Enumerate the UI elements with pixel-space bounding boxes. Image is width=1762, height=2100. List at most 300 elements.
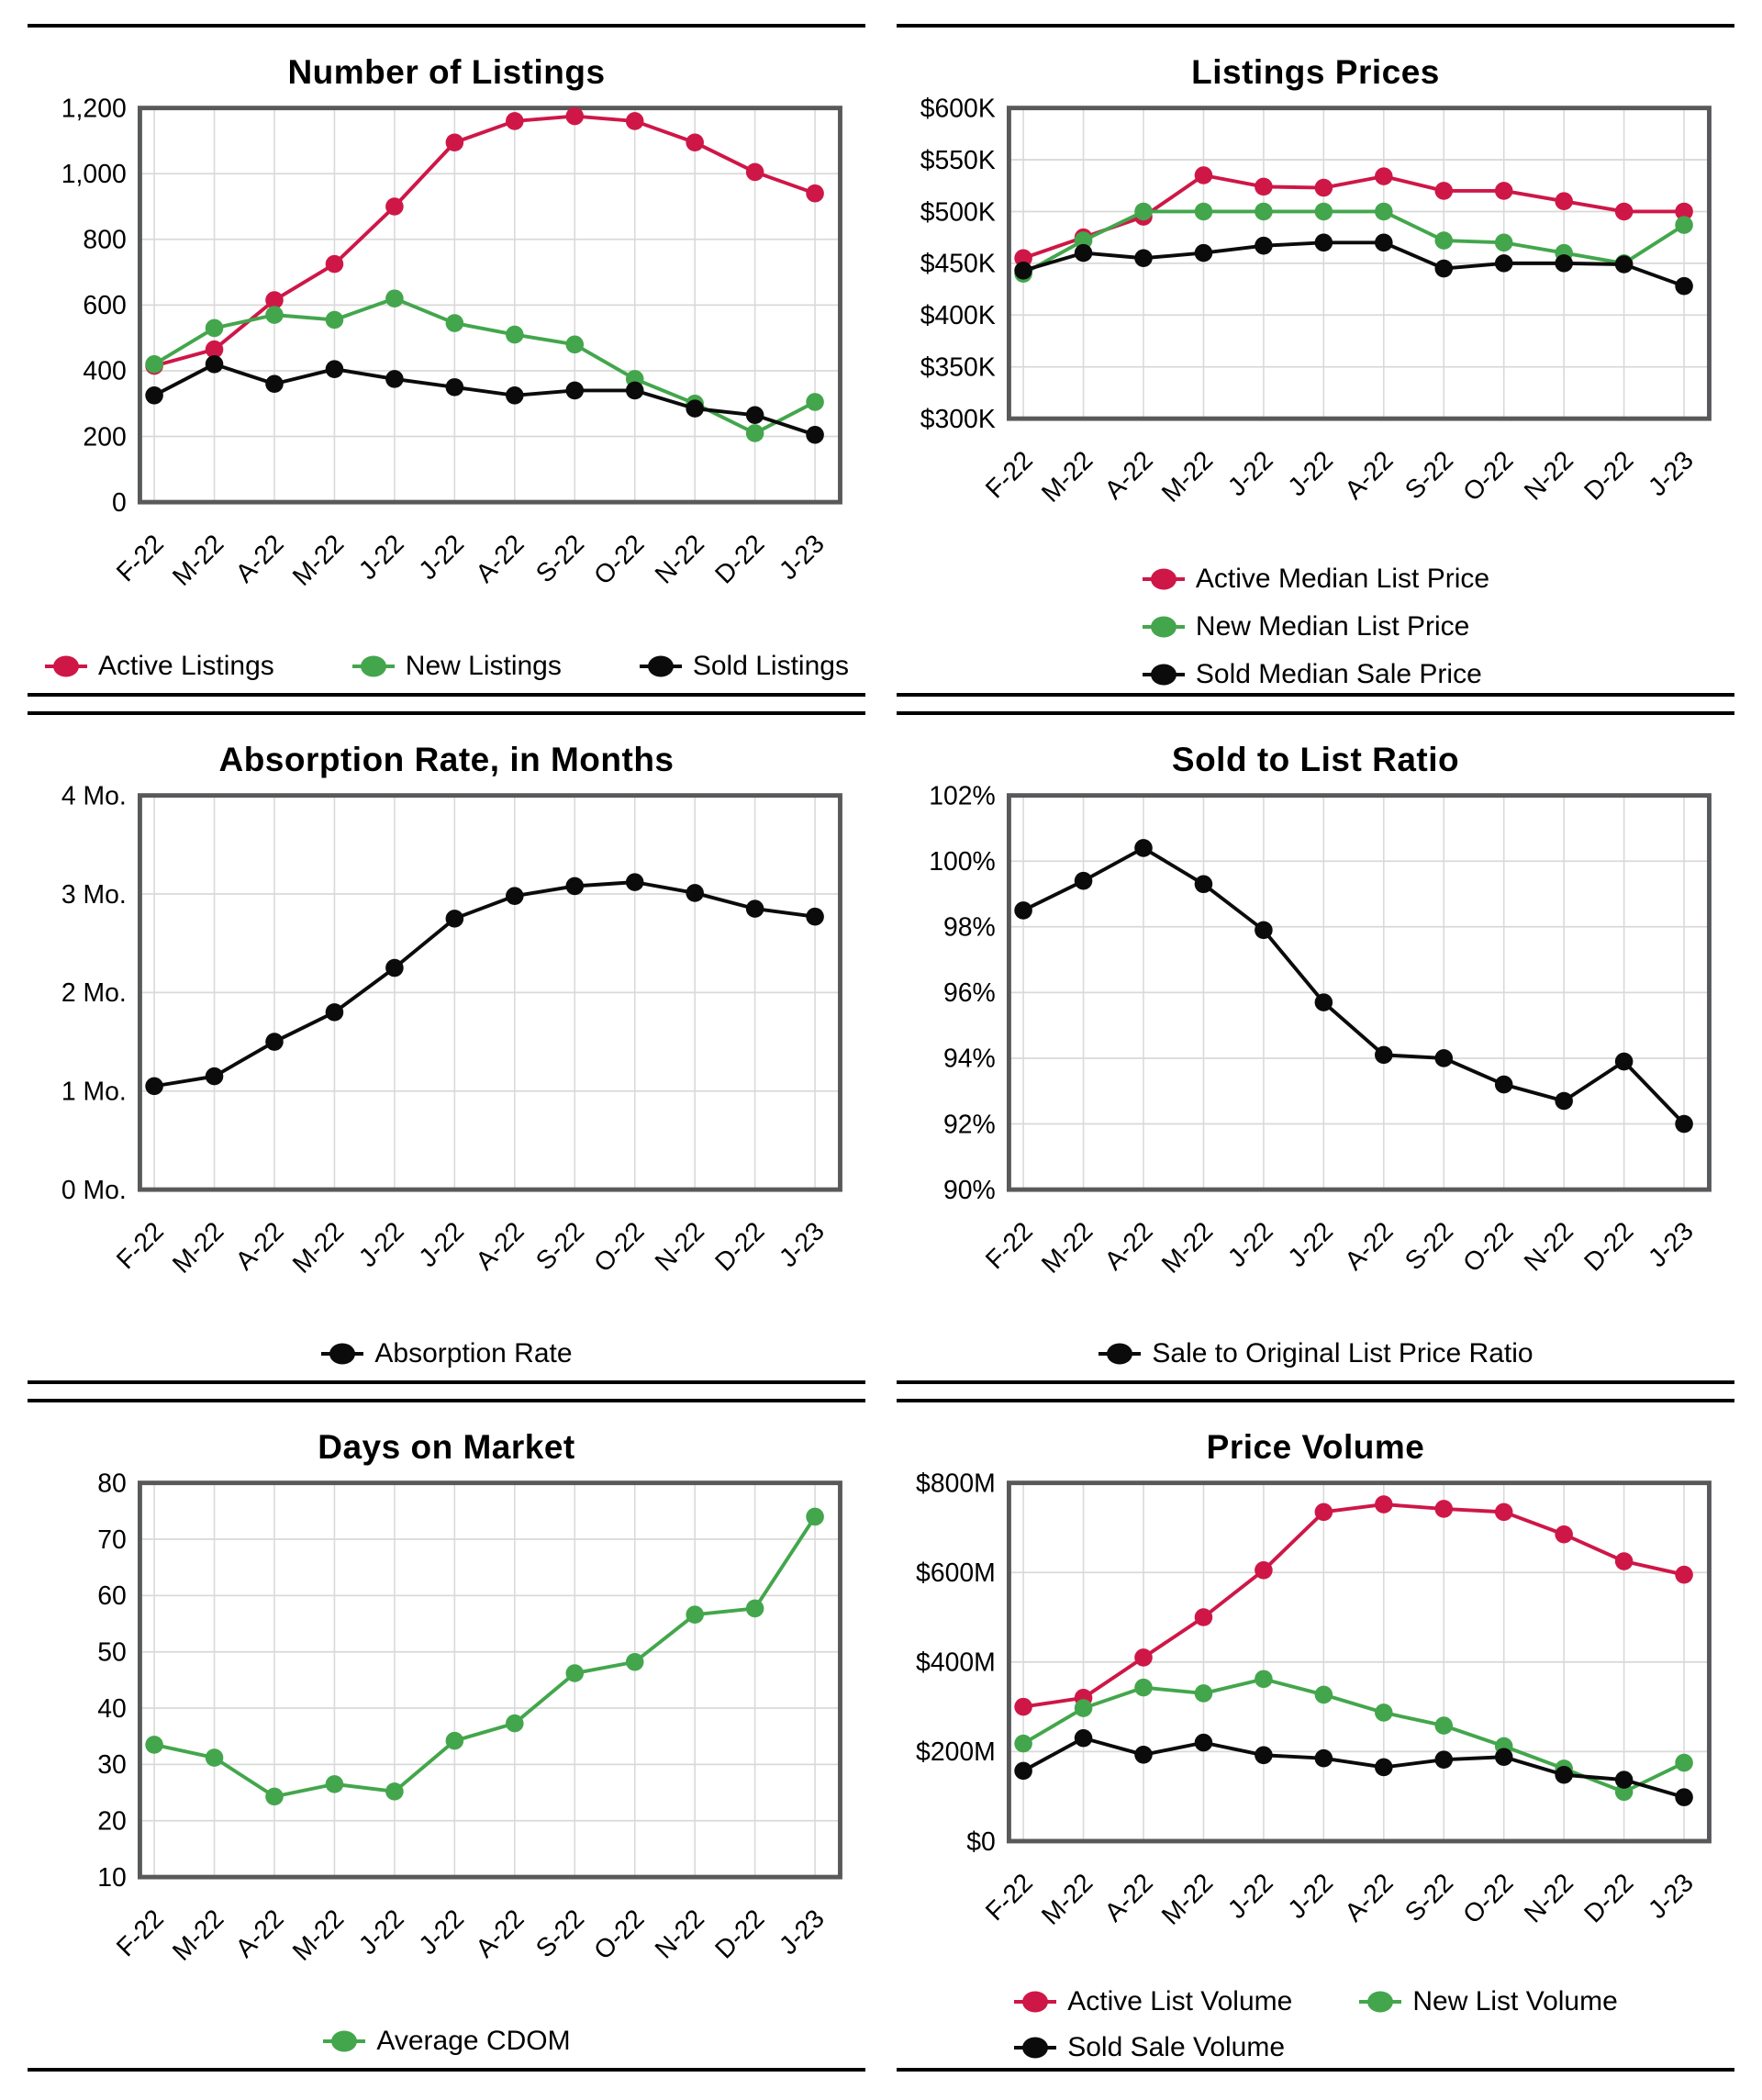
svg-text:600: 600 [82, 291, 127, 321]
data-point [806, 184, 824, 203]
data-point [1675, 1754, 1693, 1772]
svg-text:J-23: J-23 [1642, 1868, 1700, 1925]
data-point [1074, 244, 1092, 262]
x-axis-labels [979, 1868, 1699, 1930]
y-axis-labels [61, 94, 126, 517]
svg-text:F-22: F-22 [110, 529, 170, 588]
data-point [1375, 1046, 1393, 1065]
legend-days-on-market [28, 2026, 865, 2057]
svg-text:100%: 100% [928, 847, 996, 877]
legend-label: Absorption Rate [374, 1337, 573, 1368]
data-point [1675, 277, 1693, 296]
svg-text:$600M: $600M [915, 1558, 996, 1589]
data-point [265, 306, 284, 324]
svg-text:3 Mo.: 3 Mo. [61, 879, 127, 910]
svg-text:M-22: M-22 [286, 1904, 350, 1967]
legend-marker-icon [639, 653, 683, 679]
legend-item-new-listings [351, 651, 562, 682]
data-point [1194, 875, 1212, 893]
chart-panel-price-volume [897, 1399, 1734, 2072]
data-point [1014, 901, 1032, 920]
series-sold-median-sale-price [1014, 234, 1693, 296]
svg-text:1,000: 1,000 [61, 160, 127, 190]
data-point [806, 393, 824, 411]
data-point [1314, 179, 1333, 197]
svg-text:M-22: M-22 [166, 529, 229, 592]
svg-text:J-22: J-22 [352, 1904, 410, 1961]
data-point [325, 1775, 343, 1793]
data-point [1375, 167, 1393, 185]
data-point [1134, 249, 1153, 267]
data-point [1555, 1525, 1573, 1544]
legend-item-new-median-list-price [1142, 611, 1489, 642]
data-point [445, 314, 463, 332]
series-new-listings [145, 289, 824, 441]
data-point [1494, 234, 1512, 252]
y-axis-labels [929, 781, 996, 1204]
svg-text:1 Mo.: 1 Mo. [61, 1077, 127, 1107]
legend-price-volume [897, 1986, 1734, 2063]
series-new-list-volume [1014, 1670, 1693, 1802]
data-point [1375, 234, 1393, 252]
chart-panel-number-of-listings [28, 24, 865, 697]
chart-title-days-on-market: Days on Market [318, 1428, 575, 1466]
svg-text:D-22: D-22 [708, 529, 770, 590]
data-point [385, 370, 404, 388]
svg-text:80: 80 [96, 1469, 127, 1499]
svg-text:N-22: N-22 [649, 1216, 710, 1278]
svg-text:S-22: S-22 [530, 1216, 590, 1277]
data-point [506, 326, 524, 344]
data-point [1675, 1566, 1693, 1584]
data-point [1494, 1503, 1512, 1522]
legend-marker-icon [1013, 2035, 1057, 2061]
svg-text:S-22: S-22 [1399, 1868, 1459, 1928]
svg-text:400: 400 [82, 356, 127, 386]
data-point [1434, 1716, 1453, 1735]
svg-text:N-22: N-22 [649, 1904, 710, 1965]
price-volume-chart [903, 1469, 1729, 1972]
svg-text:$200M: $200M [915, 1737, 996, 1768]
data-point [1555, 192, 1573, 210]
legend-label: Active List Volume [1067, 1985, 1293, 2016]
gridlines [139, 796, 840, 1190]
data-point [625, 873, 643, 891]
data-point [1555, 254, 1573, 273]
data-point [565, 336, 584, 354]
legend-marker-icon [1142, 614, 1186, 640]
svg-text:A-22: A-22 [229, 529, 290, 589]
legend-marker-icon [44, 653, 88, 679]
data-point [145, 386, 163, 405]
svg-text:M-22: M-22 [1155, 1216, 1219, 1279]
data-point [686, 133, 704, 151]
data-point [1255, 922, 1273, 940]
svg-text:O-22: O-22 [587, 1904, 650, 1966]
svg-text:M-22: M-22 [1035, 1216, 1098, 1279]
chart-panel-sold-to-list-ratio [897, 711, 1734, 1384]
data-point [1614, 1053, 1633, 1071]
svg-text:2 Mo.: 2 Mo. [61, 978, 127, 1009]
legend-item-new-list-volume [1358, 1986, 1617, 2017]
gridlines [1009, 1483, 1709, 1841]
svg-text:50: 50 [96, 1637, 127, 1668]
legend-item-sold-listings [639, 651, 849, 682]
svg-text:A-22: A-22 [1339, 445, 1400, 506]
svg-text:A-22: A-22 [229, 1216, 290, 1277]
svg-text:J-22: J-22 [352, 1216, 410, 1274]
svg-text:$600K: $600K [920, 94, 996, 124]
data-point [1314, 234, 1333, 252]
data-point [1555, 1092, 1573, 1111]
data-point [1134, 203, 1153, 221]
svg-text:M-22: M-22 [1155, 1868, 1219, 1931]
chart-title-price-volume: Price Volume [1206, 1428, 1425, 1466]
y-axis-labels [916, 1469, 996, 1856]
legend-item-sale-to-original-list-price-ratio [1098, 1338, 1533, 1369]
data-point [325, 1003, 343, 1022]
legend-label: Sold Listings [692, 650, 849, 681]
svg-text:J-22: J-22 [1221, 445, 1279, 503]
data-point [1614, 203, 1633, 221]
data-point [1614, 1770, 1633, 1789]
data-point [625, 382, 643, 400]
svg-text:S-22: S-22 [1399, 1216, 1459, 1277]
legend-item-active-list-volume [1013, 1986, 1292, 2017]
x-axis-labels [979, 445, 1699, 508]
data-point [1555, 1766, 1573, 1784]
svg-text:40: 40 [96, 1693, 127, 1724]
svg-text:98%: 98% [942, 912, 996, 943]
data-point [1255, 237, 1273, 255]
svg-text:M-22: M-22 [166, 1216, 229, 1279]
data-point [1434, 260, 1453, 278]
data-point [1014, 1698, 1032, 1716]
svg-text:$500K: $500K [920, 197, 996, 228]
svg-text:A-22: A-22 [470, 1216, 530, 1277]
y-axis-labels [97, 1469, 127, 1892]
legend-absorption-rate [28, 1338, 865, 1369]
svg-text:J-22: J-22 [412, 529, 470, 586]
data-point [565, 107, 584, 126]
svg-text:J-23: J-23 [773, 1904, 831, 1961]
data-point [1255, 1561, 1273, 1580]
y-axis-labels [920, 94, 995, 433]
data-point [1194, 203, 1212, 221]
svg-text:102%: 102% [928, 781, 996, 811]
legend-item-sold-sale-volume [1013, 2032, 1292, 2063]
series-active-list-volume [1014, 1495, 1693, 1715]
data-point [1434, 182, 1453, 200]
legend-marker-icon [1098, 1341, 1142, 1367]
data-point [1194, 166, 1212, 184]
legend-item-absorption-rate [320, 1338, 572, 1369]
data-point [745, 899, 764, 918]
data-point [1675, 1115, 1693, 1134]
svg-text:J-23: J-23 [1642, 1216, 1700, 1274]
data-point [1314, 993, 1333, 1011]
gridlines [139, 1483, 840, 1877]
x-axis-labels [110, 1904, 830, 1966]
data-point [265, 1033, 284, 1051]
svg-text:20: 20 [96, 1806, 127, 1837]
legend-label: Sold Sale Volume [1067, 2031, 1286, 2062]
chart-title-listings-prices: Listings Prices [1191, 53, 1440, 91]
legend-marker-icon [320, 1341, 364, 1367]
legend-label: Active Listings [98, 650, 274, 681]
svg-text:A-22: A-22 [1339, 1868, 1400, 1928]
chart-panel-absorption-rate [28, 711, 865, 1384]
data-point [445, 378, 463, 397]
x-axis-labels [110, 1216, 830, 1279]
legend-item-average-cdom [322, 2026, 570, 2057]
listings-prices-chart [903, 94, 1729, 547]
svg-text:F-22: F-22 [979, 1216, 1039, 1276]
number-of-listings-chart [34, 94, 860, 632]
legend-sold-to-list-ratio [897, 1338, 1734, 1369]
svg-text:J-22: J-22 [1281, 1868, 1339, 1925]
svg-text:$450K: $450K [920, 249, 996, 279]
data-point [1494, 1076, 1512, 1094]
svg-text:J-23: J-23 [773, 1216, 831, 1274]
svg-text:N-22: N-22 [1518, 1216, 1579, 1278]
svg-text:800: 800 [82, 225, 127, 255]
data-point [686, 399, 704, 418]
data-point [806, 1508, 824, 1526]
data-point [1074, 872, 1092, 890]
legend-item-active-median-list-price [1142, 564, 1489, 595]
svg-text:S-22: S-22 [530, 529, 590, 589]
svg-text:10: 10 [96, 1862, 127, 1893]
data-point [445, 133, 463, 151]
data-point [506, 887, 524, 905]
data-point [686, 1605, 704, 1624]
svg-text:96%: 96% [942, 978, 996, 1009]
chart-title-number-of-listings: Number of Listings [287, 53, 606, 91]
svg-text:4 Mo.: 4 Mo. [61, 781, 127, 811]
gridlines [1009, 796, 1709, 1190]
legend-listings-prices [897, 564, 1734, 690]
data-point [445, 1732, 463, 1750]
data-point [385, 1782, 404, 1801]
legend-marker-icon [322, 2028, 366, 2054]
data-point [1614, 255, 1633, 274]
svg-text:D-22: D-22 [1578, 1868, 1639, 1929]
legend-label: Active Median List Price [1195, 564, 1490, 595]
legend-label: Sold Median Sale Price [1195, 659, 1482, 690]
svg-text:J-22: J-22 [1221, 1216, 1279, 1274]
data-point [506, 112, 524, 130]
svg-text:O-22: O-22 [1456, 1216, 1519, 1279]
legend-label: New Listings [405, 650, 562, 681]
legend-label: New List Volume [1412, 1985, 1618, 2016]
svg-text:200: 200 [82, 422, 127, 452]
data-point [1255, 203, 1273, 221]
data-point [1434, 1500, 1453, 1518]
data-point [1074, 1699, 1092, 1717]
legend-item-sold-median-sale-price [1142, 659, 1489, 690]
svg-text:J-22: J-22 [1221, 1868, 1279, 1925]
data-point [1375, 203, 1393, 221]
data-point [1494, 182, 1512, 200]
data-point [1134, 1679, 1153, 1697]
data-point [1014, 1762, 1032, 1781]
svg-text:A-22: A-22 [229, 1904, 290, 1964]
svg-text:$0: $0 [965, 1826, 996, 1857]
data-point [385, 197, 404, 216]
data-point [506, 1715, 524, 1733]
data-point [1074, 1729, 1092, 1748]
data-point [1255, 1747, 1273, 1765]
svg-text:92%: 92% [942, 1110, 996, 1140]
svg-text:J-23: J-23 [773, 529, 831, 586]
data-point [1194, 1734, 1212, 1752]
chart-title-sold-to-list-ratio: Sold to List Ratio [1171, 741, 1460, 778]
svg-text:O-22: O-22 [1456, 445, 1519, 508]
legend-number-of-listings [28, 651, 865, 682]
svg-text:A-22: A-22 [470, 529, 530, 589]
sold-to-list-ratio-chart [903, 781, 1729, 1320]
data-point [565, 877, 584, 896]
chart-panel-days-on-market [28, 1399, 865, 2072]
data-point [1194, 1684, 1212, 1703]
svg-text:A-22: A-22 [1098, 445, 1159, 506]
svg-text:N-22: N-22 [1518, 445, 1579, 507]
data-point [1494, 254, 1512, 273]
data-point [1314, 1749, 1333, 1768]
svg-text:J-23: J-23 [1642, 445, 1700, 503]
data-point [565, 382, 584, 400]
data-point [205, 319, 223, 338]
svg-text:J-22: J-22 [352, 529, 410, 586]
data-point [265, 374, 284, 393]
data-point [1614, 1552, 1633, 1570]
svg-text:D-22: D-22 [708, 1216, 770, 1278]
data-point [145, 355, 163, 374]
x-axis-labels [110, 529, 830, 591]
data-point [745, 424, 764, 442]
plot-frame [139, 1483, 840, 1877]
data-point [565, 1664, 584, 1682]
svg-text:90%: 90% [942, 1175, 996, 1205]
series-sold-listings [145, 355, 824, 444]
svg-text:D-22: D-22 [708, 1904, 770, 1965]
svg-text:M-22: M-22 [1155, 445, 1219, 508]
data-point [1675, 216, 1693, 234]
data-point [1134, 1746, 1153, 1764]
data-point [1255, 178, 1273, 196]
svg-text:94%: 94% [942, 1044, 996, 1074]
svg-text:30: 30 [96, 1750, 127, 1781]
series-absorption-rate [145, 873, 824, 1095]
series-average-cdom [145, 1508, 824, 1805]
svg-text:F-22: F-22 [110, 1216, 170, 1276]
data-point [1494, 1748, 1512, 1766]
data-point [145, 1736, 163, 1754]
svg-text:70: 70 [96, 1525, 127, 1555]
svg-text:M-22: M-22 [1035, 1868, 1098, 1931]
data-point [1014, 1735, 1032, 1753]
legend-label: Sale to Original List Price Ratio [1152, 1337, 1533, 1368]
svg-text:M-22: M-22 [286, 529, 350, 592]
legend-label: Average CDOM [376, 2025, 571, 2056]
data-point [145, 1078, 163, 1096]
data-point [1314, 203, 1333, 221]
data-point [625, 112, 643, 130]
data-point [385, 289, 404, 307]
svg-text:S-22: S-22 [1399, 445, 1459, 506]
svg-text:O-22: O-22 [1456, 1868, 1519, 1930]
legend-marker-icon [351, 653, 396, 679]
svg-text:$300K: $300K [920, 404, 996, 434]
data-point [745, 163, 764, 182]
svg-text:J-22: J-22 [1281, 1216, 1339, 1274]
svg-text:F-22: F-22 [979, 445, 1039, 505]
svg-text:J-22: J-22 [412, 1904, 470, 1961]
legend-marker-icon [1142, 566, 1186, 592]
data-point [1014, 262, 1032, 280]
svg-text:$400M: $400M [915, 1648, 996, 1678]
data-point [1134, 839, 1153, 857]
data-point [1675, 1788, 1693, 1806]
absorption-rate-chart [34, 781, 860, 1320]
svg-text:A-22: A-22 [1339, 1216, 1400, 1277]
series-active-median-list-price [1014, 166, 1693, 267]
y-axis-labels [61, 781, 126, 1204]
svg-text:J-22: J-22 [1281, 445, 1339, 503]
data-point [1194, 1608, 1212, 1626]
data-point [385, 959, 404, 977]
legend-marker-icon [1358, 1989, 1402, 2015]
data-point [205, 1067, 223, 1086]
svg-text:F-22: F-22 [979, 1868, 1039, 1927]
data-point [1314, 1686, 1333, 1704]
data-point [686, 884, 704, 902]
data-point [265, 1788, 284, 1806]
data-point [745, 406, 764, 424]
gridlines [139, 108, 840, 502]
data-point [806, 908, 824, 926]
data-point [1434, 231, 1453, 250]
data-point [325, 255, 343, 274]
legend-marker-icon [1013, 1989, 1057, 2015]
series-sold-sale-volume [1014, 1729, 1693, 1806]
data-point [1434, 1049, 1453, 1067]
svg-text:N-22: N-22 [649, 529, 710, 590]
data-point [1194, 244, 1212, 262]
data-point [1255, 1670, 1273, 1689]
svg-text:F-22: F-22 [110, 1904, 170, 1963]
svg-text:N-22: N-22 [1518, 1868, 1579, 1929]
data-point [1375, 1495, 1393, 1514]
data-point [205, 1748, 223, 1767]
svg-text:M-22: M-22 [286, 1216, 350, 1279]
chart-title-absorption-rate: Absorption Rate, in Months [218, 741, 675, 778]
data-point [806, 426, 824, 444]
svg-text:O-22: O-22 [587, 1216, 650, 1279]
svg-text:S-22: S-22 [530, 1904, 590, 1964]
series-active-listings [145, 107, 824, 375]
svg-text:0: 0 [111, 487, 127, 518]
svg-text:$800M: $800M [915, 1469, 996, 1499]
svg-text:$550K: $550K [920, 145, 996, 175]
data-point [1375, 1703, 1393, 1722]
data-point [1434, 1750, 1453, 1769]
svg-text:D-22: D-22 [1578, 445, 1639, 507]
data-point [1134, 1648, 1153, 1667]
data-point [325, 360, 343, 378]
data-point [745, 1600, 764, 1618]
